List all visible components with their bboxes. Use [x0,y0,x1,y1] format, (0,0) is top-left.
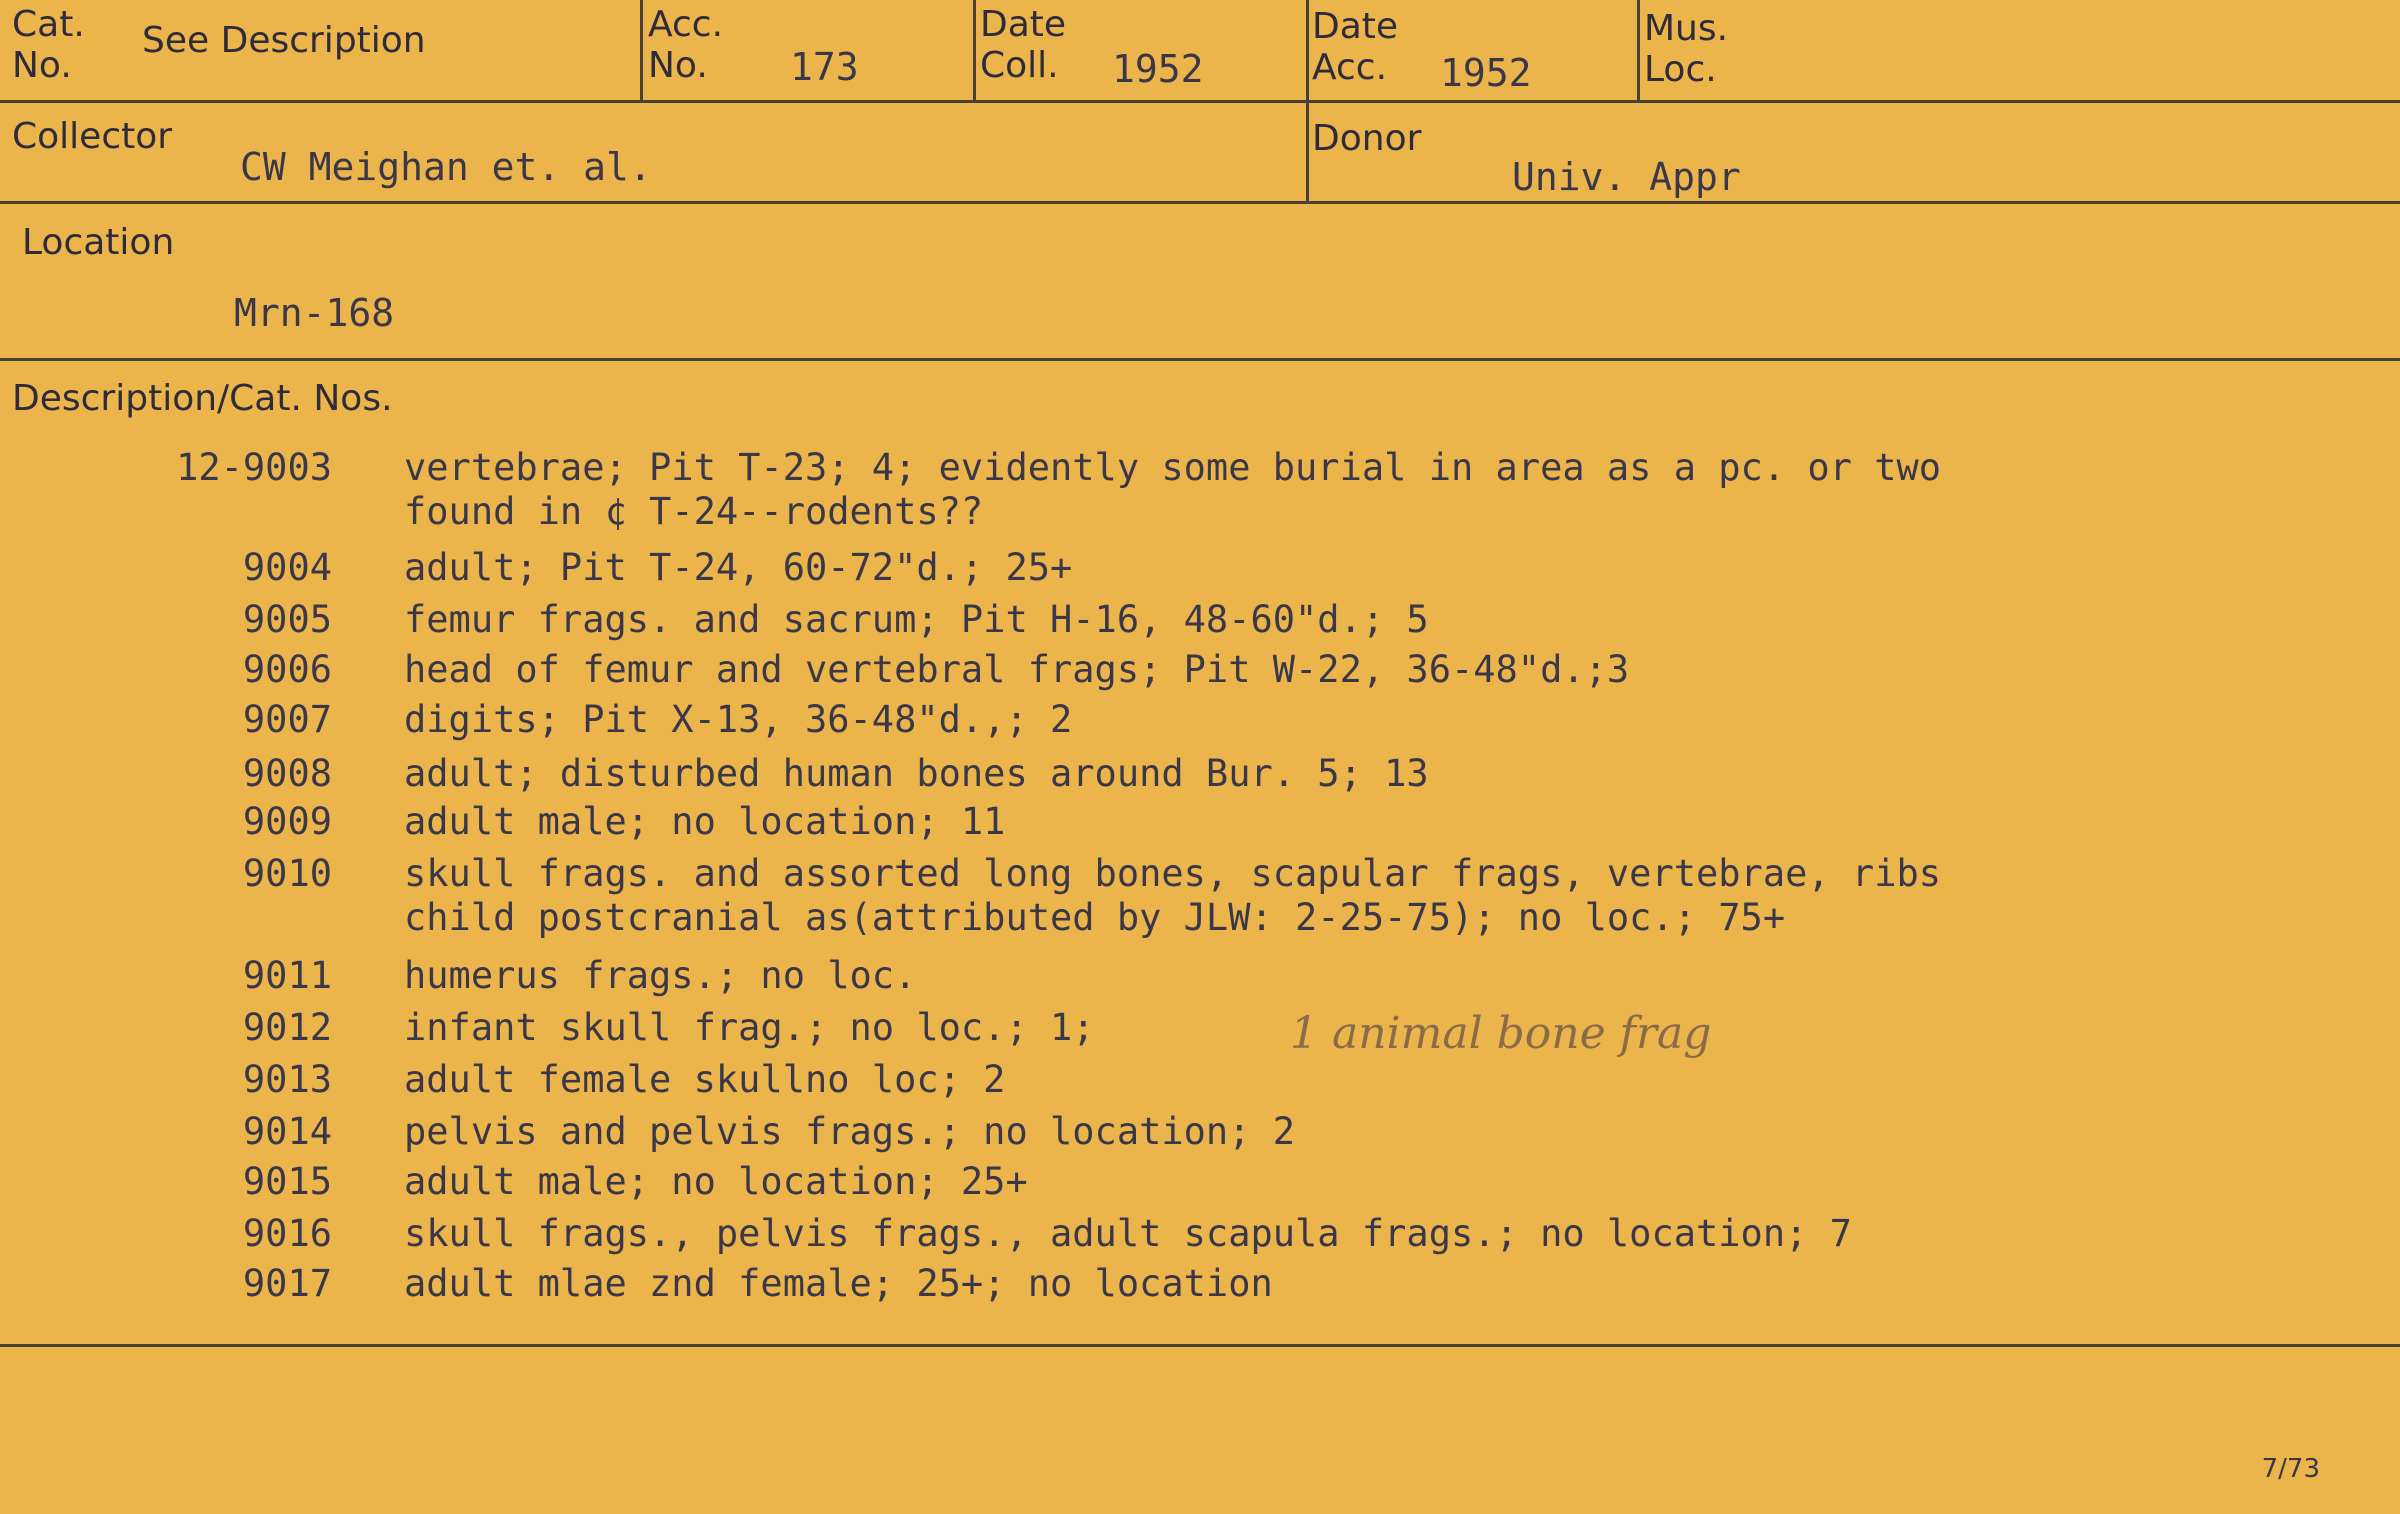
catalog-number: 12-9003 [176,446,332,489]
list-item [0,1262,2400,1312]
header-divider-2 [973,0,976,101]
acc-no-label: Acc. No. [648,4,724,87]
location-bottom-rule [0,358,2400,361]
list-item [0,546,2400,596]
catalog-number: 9005 [242,598,332,641]
entry-text: humerus frags.; no loc. [404,954,917,997]
description-bottom-rule [0,1344,2400,1347]
catalog-number: 9009 [242,800,332,843]
handwritten-note: 1 animal bone frag [1290,1008,1712,1059]
catalog-number: 9014 [242,1110,332,1153]
list-item [0,698,2400,748]
catalog-number: 9011 [242,954,332,997]
location-label: Location [22,222,175,263]
list-item [0,648,2400,698]
collector-label: Collector [12,116,173,157]
list-item [0,1212,2400,1262]
date-acc-label: Date Acc. [1312,6,1399,89]
entry-text: adult male; no location; 25+ [404,1160,1028,1203]
catalog-number: 9016 [242,1212,332,1255]
entry-text: adult male; no location; 11 [404,800,1006,843]
header-bottom-rule [0,100,2400,103]
collector-bottom-rule [0,201,2400,204]
list-item [0,954,2400,1004]
list-item [0,852,2400,939]
entry-text: adult; Pit T-24, 60-72"d.; 25+ [404,546,1073,589]
list-item [0,446,2400,533]
catalog-number: 9017 [242,1262,332,1305]
catalog-number: 9006 [242,648,332,691]
list-item [0,1160,2400,1210]
entry-text: vertebrae; Pit T-23; 4; evidently some burial in area as a pc. or two [404,446,1942,489]
entry-continuation: child postcranial as(attributed by JLW: 2-25-75); no loc.; 75+ [404,896,1786,939]
description-label: Description/Cat. Nos. [12,378,393,419]
header-divider-1 [640,0,643,101]
catalog-number: 9013 [242,1058,332,1101]
mus-loc-label: Mus. Loc. [1644,8,1729,91]
catalog-number: 9007 [242,698,332,741]
entry-text: skull frags. and assorted long bones, scapular frags, vertebrae, ribs [404,852,1942,895]
list-item [0,598,2400,648]
catalog-number: 9010 [242,852,332,895]
location-value: Mrn-168 [234,291,395,335]
card-print-code: 7/73 [2261,1454,2320,1484]
date-coll-value: 1952 [1112,47,1204,91]
entry-text: pelvis and pelvis frags.; no location; 2 [404,1110,1296,1153]
donor-label: Donor [1312,118,1422,159]
date-acc-value: 1952 [1440,51,1532,95]
cat-no-value: See Description [142,20,426,61]
list-item [0,1006,2400,1056]
entry-continuation: found in ¢ T-24--rodents?? [404,490,984,533]
acc-no-value: 173 [790,45,859,89]
donor-value: Univ. Appr [1512,155,1741,199]
catalog-number: 9015 [242,1160,332,1203]
collector-value: CW Meighan et. al. [240,145,652,189]
date-coll-label: Date Coll. [980,4,1067,87]
entry-text: digits; Pit X-13, 36-48"d.,; 2 [404,698,1073,741]
header-divider-3 [1306,0,1309,203]
entry-text: adult; disturbed human bones around Bur. 5; 13 [404,752,1429,795]
cat-no-label: Cat. No. [12,4,85,87]
header-divider-4 [1637,0,1640,101]
list-item [0,800,2400,850]
entry-text: head of femur and vertebral frags; Pit W-22, 36-48"d.;3 [404,648,1630,691]
list-item [0,752,2400,802]
entry-text: infant skull frag.; no loc.; 1; [404,1006,1095,1049]
entry-text: femur frags. and sacrum; Pit H-16, 48-60"d.; 5 [404,598,1429,641]
entry-text: adult mlae znd female; 25+; no location [404,1262,1273,1305]
catalog-number: 9012 [242,1006,332,1049]
list-item [0,1110,2400,1160]
list-item [0,1058,2400,1108]
catalog-number: 9008 [242,752,332,795]
catalog-number: 9004 [242,546,332,589]
entry-text: skull frags., pelvis frags., adult scapula frags.; no location; 7 [404,1212,1852,1255]
entry-text: adult female skullno loc; 2 [404,1058,1006,1101]
